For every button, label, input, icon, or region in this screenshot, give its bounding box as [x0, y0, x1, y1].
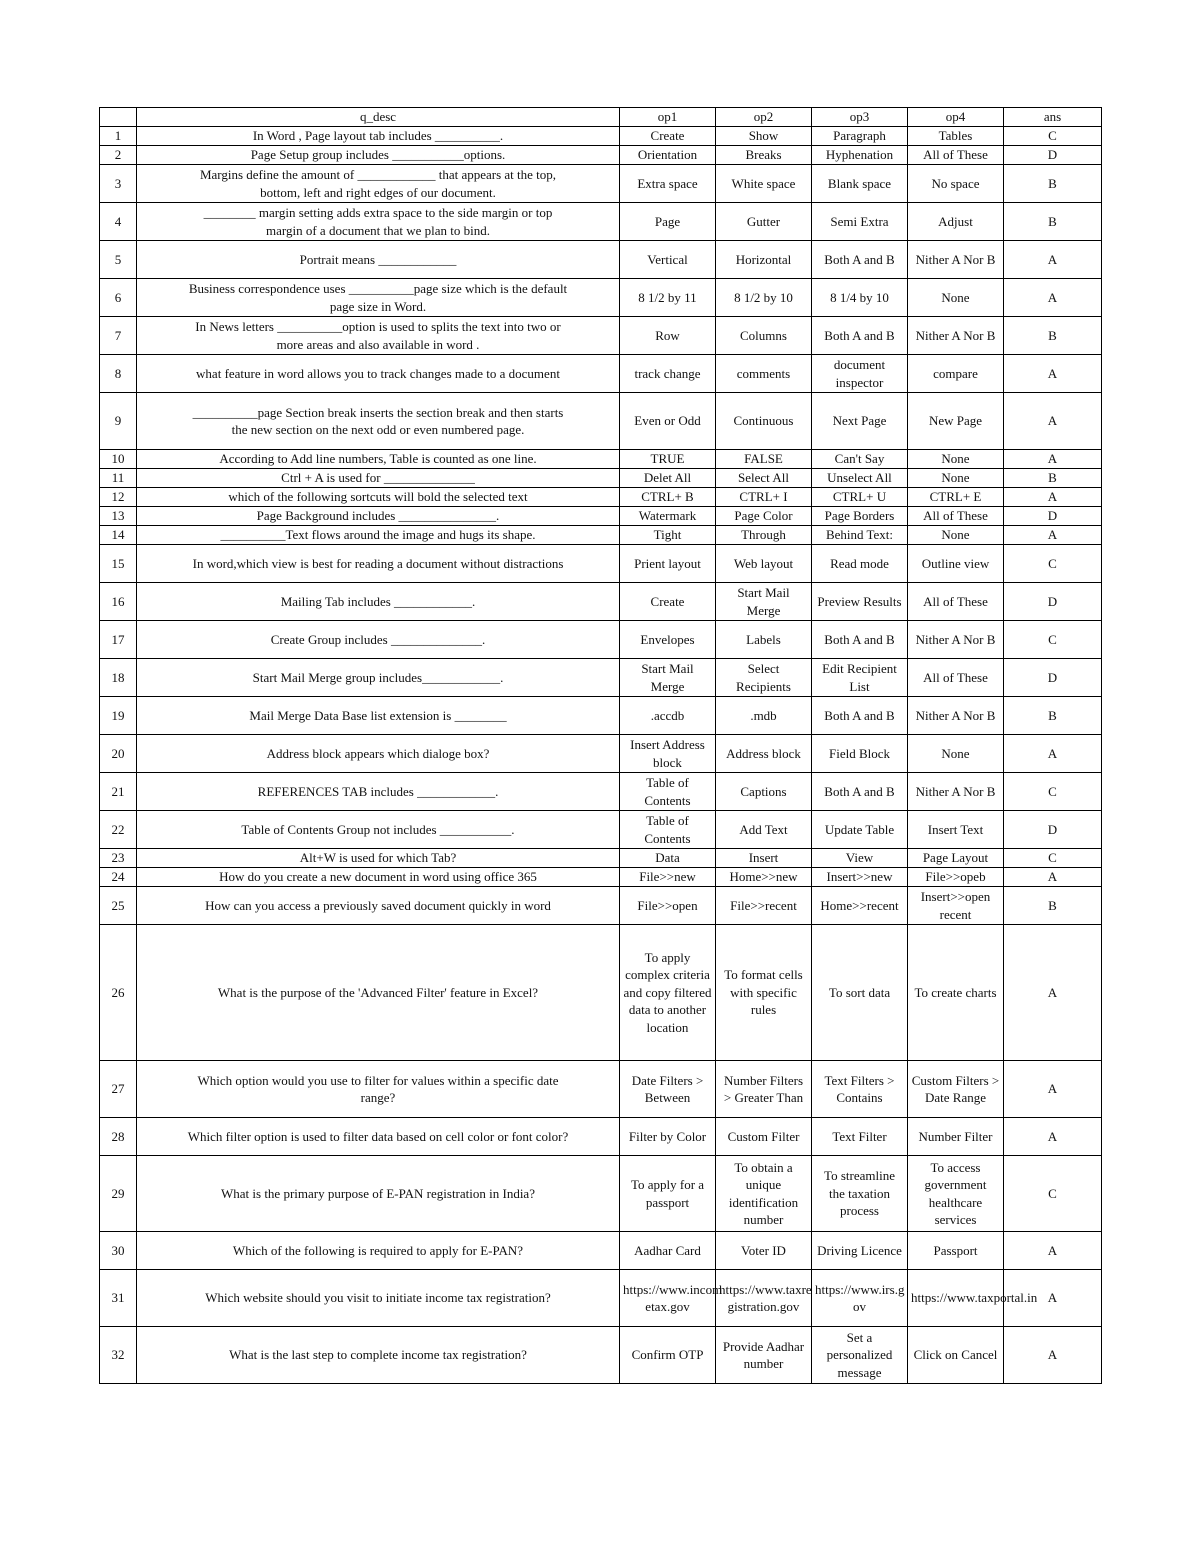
- cell-op1: Table of Contents: [620, 811, 716, 849]
- header-cell-q-desc: q_desc: [137, 108, 620, 127]
- cell-ans: A: [1004, 488, 1102, 507]
- cell-q: Create Group includes ______________.: [137, 621, 620, 659]
- cell-op3: Update Table: [812, 811, 908, 849]
- table-row: [100, 1061, 1102, 1118]
- cell-ans: B: [1004, 697, 1102, 735]
- cell-ans: D: [1004, 583, 1102, 621]
- cell-id: 13: [100, 507, 137, 526]
- table-row: [100, 868, 1102, 887]
- cell-op1: Tight: [620, 526, 716, 545]
- cell-q: what feature in word allows you to track changes made to a document: [137, 355, 620, 393]
- cell-ans: A: [1004, 735, 1102, 773]
- cell-op4: Outline view: [908, 545, 1004, 583]
- cell-op3: Read mode: [812, 545, 908, 583]
- cell-op3: Page Borders: [812, 507, 908, 526]
- cell-op3: Home>>recent: [812, 887, 908, 925]
- cell-op1: Aadhar Card: [620, 1232, 716, 1270]
- cell-op4: Nither A Nor B: [908, 241, 1004, 279]
- cell-q: What is the last step to complete income tax registration?: [137, 1327, 620, 1384]
- cell-op1: To apply for a passport: [620, 1156, 716, 1232]
- cell-op2: Start Mail Merge: [716, 583, 812, 621]
- cell-id: 6: [100, 279, 137, 317]
- cell-op1: Extra space: [620, 165, 716, 203]
- cell-op4: None: [908, 450, 1004, 469]
- cell-ans: A: [1004, 1232, 1102, 1270]
- table-row: [100, 811, 1102, 849]
- table-row: [100, 925, 1102, 1061]
- table-row: [100, 1156, 1102, 1232]
- cell-op2: Custom Filter: [716, 1118, 812, 1156]
- cell-id: 10: [100, 450, 137, 469]
- cell-id: 30: [100, 1232, 137, 1270]
- cell-id: 31: [100, 1270, 137, 1327]
- cell-id: 14: [100, 526, 137, 545]
- cell-op3: Unselect All: [812, 469, 908, 488]
- cell-id: 15: [100, 545, 137, 583]
- cell-q: In News letters __________option is used to splits the text into two or more areas and also available in word .: [137, 317, 620, 355]
- cell-op2: https://www.taxre gistration.gov: [716, 1270, 812, 1327]
- cell-op1: To apply complex criteria and copy filtered data to another location: [620, 925, 716, 1061]
- cell-op4: None: [908, 469, 1004, 488]
- cell-op3: Set a personalized message: [812, 1327, 908, 1384]
- cell-ans: A: [1004, 279, 1102, 317]
- cell-op3: Both A and B: [812, 697, 908, 735]
- cell-op3: To streamline the taxation process: [812, 1156, 908, 1232]
- cell-ans: A: [1004, 1118, 1102, 1156]
- cell-op4: Insert Text: [908, 811, 1004, 849]
- cell-op3: Can't Say: [812, 450, 908, 469]
- cell-op4: To access government healthcare services: [908, 1156, 1004, 1232]
- cell-op4: CTRL+ E: [908, 488, 1004, 507]
- cell-q: Table of Contents Group not includes ___________.: [137, 811, 620, 849]
- cell-op3: Both A and B: [812, 241, 908, 279]
- cell-op4: File>>opeb: [908, 868, 1004, 887]
- cell-op4: Adjust: [908, 203, 1004, 241]
- cell-ans: D: [1004, 811, 1102, 849]
- cell-op1: Delet All: [620, 469, 716, 488]
- cell-op2: Add Text: [716, 811, 812, 849]
- table-row: [100, 317, 1102, 355]
- cell-q: Mail Merge Data Base list extension is ________: [137, 697, 620, 735]
- header-cell-ans: ans: [1004, 108, 1102, 127]
- cell-ans: B: [1004, 165, 1102, 203]
- cell-ans: B: [1004, 469, 1102, 488]
- table-row: [100, 469, 1102, 488]
- cell-op1: Date Filters > Between: [620, 1061, 716, 1118]
- cell-q: Which option would you use to filter for values within a specific date range?: [137, 1061, 620, 1118]
- cell-op4: Nither A Nor B: [908, 317, 1004, 355]
- cell-op2: Number Filters > Greater Than: [716, 1061, 812, 1118]
- cell-q: Which filter option is used to filter data based on cell color or font color?: [137, 1118, 620, 1156]
- cell-ans: C: [1004, 621, 1102, 659]
- cell-op2: File>>recent: [716, 887, 812, 925]
- cell-op1: 8 1/2 by 11: [620, 279, 716, 317]
- cell-op1: TRUE: [620, 450, 716, 469]
- table-row: [100, 1270, 1102, 1327]
- cell-id: 28: [100, 1118, 137, 1156]
- cell-q: What is the purpose of the 'Advanced Filter' feature in Excel?: [137, 925, 620, 1061]
- cell-ans: C: [1004, 849, 1102, 868]
- cell-op1: Vertical: [620, 241, 716, 279]
- cell-op3: Both A and B: [812, 621, 908, 659]
- table-row: [100, 507, 1102, 526]
- cell-ans: D: [1004, 659, 1102, 697]
- cell-op2: White space: [716, 165, 812, 203]
- cell-op3: Edit Recipient List: [812, 659, 908, 697]
- cell-ans: C: [1004, 1156, 1102, 1232]
- cell-op1: File>>open: [620, 887, 716, 925]
- cell-op4: None: [908, 279, 1004, 317]
- cell-q: Business correspondence uses __________page size which is the default page size in Word.: [137, 279, 620, 317]
- cell-ans: A: [1004, 1270, 1102, 1327]
- cell-op1: Table of Contents: [620, 773, 716, 811]
- header-row: [100, 108, 1102, 127]
- cell-op2: Show: [716, 127, 812, 146]
- cell-q: In word,which view is best for reading a document without distractions: [137, 545, 620, 583]
- header-cell-op4: op4: [908, 108, 1004, 127]
- cell-op1: Data: [620, 849, 716, 868]
- cell-op3: Preview Results: [812, 583, 908, 621]
- cell-q: According to Add line numbers, Table is counted as one line.: [137, 450, 620, 469]
- cell-q: Page Setup group includes ___________options.: [137, 146, 620, 165]
- cell-id: 23: [100, 849, 137, 868]
- header-cell-op1: op1: [620, 108, 716, 127]
- cell-op4: Click on Cancel: [908, 1327, 1004, 1384]
- cell-q: Alt+W is used for which Tab?: [137, 849, 620, 868]
- cell-op3: Behind Text:: [812, 526, 908, 545]
- cell-id: 19: [100, 697, 137, 735]
- cell-op1: Orientation: [620, 146, 716, 165]
- table-row: [100, 1232, 1102, 1270]
- table-row: [100, 450, 1102, 469]
- cell-op3: Hyphenation: [812, 146, 908, 165]
- table-row: [100, 659, 1102, 697]
- cell-op4: To create charts: [908, 925, 1004, 1061]
- cell-op1: Even or Odd: [620, 393, 716, 450]
- cell-id: 27: [100, 1061, 137, 1118]
- table-row: [100, 203, 1102, 241]
- cell-ans: A: [1004, 868, 1102, 887]
- cell-ans: D: [1004, 146, 1102, 165]
- cell-q: How can you access a previously saved document quickly in word: [137, 887, 620, 925]
- cell-ans: B: [1004, 887, 1102, 925]
- cell-op2: Captions: [716, 773, 812, 811]
- cell-ans: A: [1004, 355, 1102, 393]
- cell-op2: To format cells with specific rules: [716, 925, 812, 1061]
- table-row: [100, 241, 1102, 279]
- cell-op1: CTRL+ B: [620, 488, 716, 507]
- cell-id: 11: [100, 469, 137, 488]
- cell-op3: Paragraph: [812, 127, 908, 146]
- cell-op1: .accdb: [620, 697, 716, 735]
- header-cell-id: [100, 108, 137, 127]
- cell-op1: Filter by Color: [620, 1118, 716, 1156]
- cell-op4: None: [908, 735, 1004, 773]
- cell-op1: File>>new: [620, 868, 716, 887]
- cell-q: Address block appears which dialoge box?: [137, 735, 620, 773]
- cell-op2: Insert: [716, 849, 812, 868]
- table-row: [100, 583, 1102, 621]
- cell-ans: C: [1004, 127, 1102, 146]
- cell-op1: Envelopes: [620, 621, 716, 659]
- cell-q: which of the following sortcuts will bold the selected text: [137, 488, 620, 507]
- cell-q: In Word , Page layout tab includes __________.: [137, 127, 620, 146]
- cell-op2: Breaks: [716, 146, 812, 165]
- cell-op3: https://www.irs.g ov: [812, 1270, 908, 1327]
- cell-id: 21: [100, 773, 137, 811]
- cell-id: 3: [100, 165, 137, 203]
- cell-op2: Gutter: [716, 203, 812, 241]
- cell-op3: Semi Extra: [812, 203, 908, 241]
- cell-op4: Number Filter: [908, 1118, 1004, 1156]
- cell-q: Which of the following is required to apply for E-PAN?: [137, 1232, 620, 1270]
- cell-op3: Driving Licence: [812, 1232, 908, 1270]
- cell-op4: Nither A Nor B: [908, 697, 1004, 735]
- cell-q: REFERENCES TAB includes ____________.: [137, 773, 620, 811]
- cell-id: 24: [100, 868, 137, 887]
- cell-op2: Select Recipients: [716, 659, 812, 697]
- cell-q: How do you create a new document in word using office 365: [137, 868, 620, 887]
- cell-op4: Custom Filters > Date Range: [908, 1061, 1004, 1118]
- cell-op2: Columns: [716, 317, 812, 355]
- cell-q: Portrait means ____________: [137, 241, 620, 279]
- table-row: [100, 355, 1102, 393]
- cell-q: Ctrl + A is used for ______________: [137, 469, 620, 488]
- cell-op4: All of These: [908, 146, 1004, 165]
- cell-ans: A: [1004, 925, 1102, 1061]
- cell-ans: D: [1004, 507, 1102, 526]
- cell-op1: Insert Address block: [620, 735, 716, 773]
- cell-op2: Horizontal: [716, 241, 812, 279]
- cell-ans: A: [1004, 450, 1102, 469]
- cell-op2: Select All: [716, 469, 812, 488]
- cell-op4: Nither A Nor B: [908, 773, 1004, 811]
- cell-id: 32: [100, 1327, 137, 1384]
- cell-id: 12: [100, 488, 137, 507]
- cell-op2: 8 1/2 by 10: [716, 279, 812, 317]
- cell-ans: A: [1004, 393, 1102, 450]
- cell-op3: To sort data: [812, 925, 908, 1061]
- cell-op2: Web layout: [716, 545, 812, 583]
- cell-op3: CTRL+ U: [812, 488, 908, 507]
- cell-op3: Blank space: [812, 165, 908, 203]
- table-row: [100, 735, 1102, 773]
- table-row: [100, 849, 1102, 868]
- cell-op4: Page Layout: [908, 849, 1004, 868]
- cell-id: 25: [100, 887, 137, 925]
- cell-op2: To obtain a unique identification number: [716, 1156, 812, 1232]
- cell-id: 20: [100, 735, 137, 773]
- cell-id: 26: [100, 925, 137, 1061]
- cell-op3: Insert>>new: [812, 868, 908, 887]
- cell-ans: C: [1004, 545, 1102, 583]
- cell-op4: Tables: [908, 127, 1004, 146]
- table-row: [100, 488, 1102, 507]
- cell-ans: A: [1004, 241, 1102, 279]
- cell-op3: document inspector: [812, 355, 908, 393]
- table-row: [100, 1118, 1102, 1156]
- table-row: [100, 1327, 1102, 1384]
- cell-id: 4: [100, 203, 137, 241]
- cell-op4: New Page: [908, 393, 1004, 450]
- cell-op4: None: [908, 526, 1004, 545]
- cell-ans: A: [1004, 526, 1102, 545]
- table-row: [100, 773, 1102, 811]
- table-row: [100, 393, 1102, 450]
- cell-op1: track change: [620, 355, 716, 393]
- cell-q: ________ margin setting adds extra space to the side margin or top margin of a document that we plan to bind.: [137, 203, 620, 241]
- cell-op2: Voter ID: [716, 1232, 812, 1270]
- cell-op1: Watermark: [620, 507, 716, 526]
- cell-id: 2: [100, 146, 137, 165]
- cell-q: Margins define the amount of ____________ that appears at the top, bottom, left and right edges of our document.: [137, 165, 620, 203]
- cell-ans: A: [1004, 1327, 1102, 1384]
- table-row: [100, 146, 1102, 165]
- cell-op2: Provide Aadhar number: [716, 1327, 812, 1384]
- cell-op3: Both A and B: [812, 773, 908, 811]
- cell-op4: Insert>>open recent: [908, 887, 1004, 925]
- table-row: [100, 697, 1102, 735]
- cell-op4: All of These: [908, 583, 1004, 621]
- cell-id: 9: [100, 393, 137, 450]
- cell-op2: comments: [716, 355, 812, 393]
- cell-op2: Address block: [716, 735, 812, 773]
- cell-op1: Prient layout: [620, 545, 716, 583]
- cell-op2: Home>>new: [716, 868, 812, 887]
- cell-op4: All of These: [908, 507, 1004, 526]
- header-cell-op2: op2: [716, 108, 812, 127]
- cell-op1: Confirm OTP: [620, 1327, 716, 1384]
- table-row: [100, 165, 1102, 203]
- cell-q: Page Background includes _______________.: [137, 507, 620, 526]
- cell-id: 22: [100, 811, 137, 849]
- cell-op2: Page Color: [716, 507, 812, 526]
- cell-op2: Through: [716, 526, 812, 545]
- cell-op3: Next Page: [812, 393, 908, 450]
- cell-ans: A: [1004, 1061, 1102, 1118]
- cell-id: 7: [100, 317, 137, 355]
- table-row: [100, 545, 1102, 583]
- cell-id: 29: [100, 1156, 137, 1232]
- cell-id: 8: [100, 355, 137, 393]
- cell-op3: Text Filter: [812, 1118, 908, 1156]
- cell-q: __________Text flows around the image and hugs its shape.: [137, 526, 620, 545]
- question-table: [99, 107, 1102, 1384]
- cell-op3: 8 1/4 by 10: [812, 279, 908, 317]
- cell-id: 16: [100, 583, 137, 621]
- cell-q: Start Mail Merge group includes____________.: [137, 659, 620, 697]
- cell-q: Which website should you visit to initiate income tax registration?: [137, 1270, 620, 1327]
- cell-op1: Create: [620, 583, 716, 621]
- cell-op2: Continuous: [716, 393, 812, 450]
- cell-ans: C: [1004, 773, 1102, 811]
- cell-op1: https://www.incom etax.gov: [620, 1270, 716, 1327]
- cell-ans: B: [1004, 317, 1102, 355]
- cell-op4: Passport: [908, 1232, 1004, 1270]
- cell-op1: Page: [620, 203, 716, 241]
- cell-op3: Both A and B: [812, 317, 908, 355]
- table-row: [100, 621, 1102, 659]
- cell-op1: Row: [620, 317, 716, 355]
- cell-op1: Start Mail Merge: [620, 659, 716, 697]
- cell-op4: No space: [908, 165, 1004, 203]
- cell-id: 18: [100, 659, 137, 697]
- cell-op4: https://www.taxportal.in: [908, 1270, 1004, 1327]
- cell-q: What is the primary purpose of E-PAN registration in India?: [137, 1156, 620, 1232]
- cell-op3: Text Filters > Contains: [812, 1061, 908, 1118]
- cell-q: __________page Section break inserts the section break and then starts the new section on the next odd or even numbered page.: [137, 393, 620, 450]
- cell-id: 17: [100, 621, 137, 659]
- cell-q: Mailing Tab includes ____________.: [137, 583, 620, 621]
- cell-op3: View: [812, 849, 908, 868]
- header-cell-op3: op3: [812, 108, 908, 127]
- cell-op2: .mdb: [716, 697, 812, 735]
- cell-id: 1: [100, 127, 137, 146]
- cell-ans: B: [1004, 203, 1102, 241]
- table-row: [100, 526, 1102, 545]
- table-row: [100, 279, 1102, 317]
- table-row: [100, 887, 1102, 925]
- cell-id: 5: [100, 241, 137, 279]
- table-row: [100, 127, 1102, 146]
- cell-op4: compare: [908, 355, 1004, 393]
- cell-op2: Labels: [716, 621, 812, 659]
- cell-op3: Field Block: [812, 735, 908, 773]
- cell-op2: FALSE: [716, 450, 812, 469]
- cell-op4: All of These: [908, 659, 1004, 697]
- cell-op1: Create: [620, 127, 716, 146]
- cell-op2: CTRL+ I: [716, 488, 812, 507]
- cell-op4: Nither A Nor B: [908, 621, 1004, 659]
